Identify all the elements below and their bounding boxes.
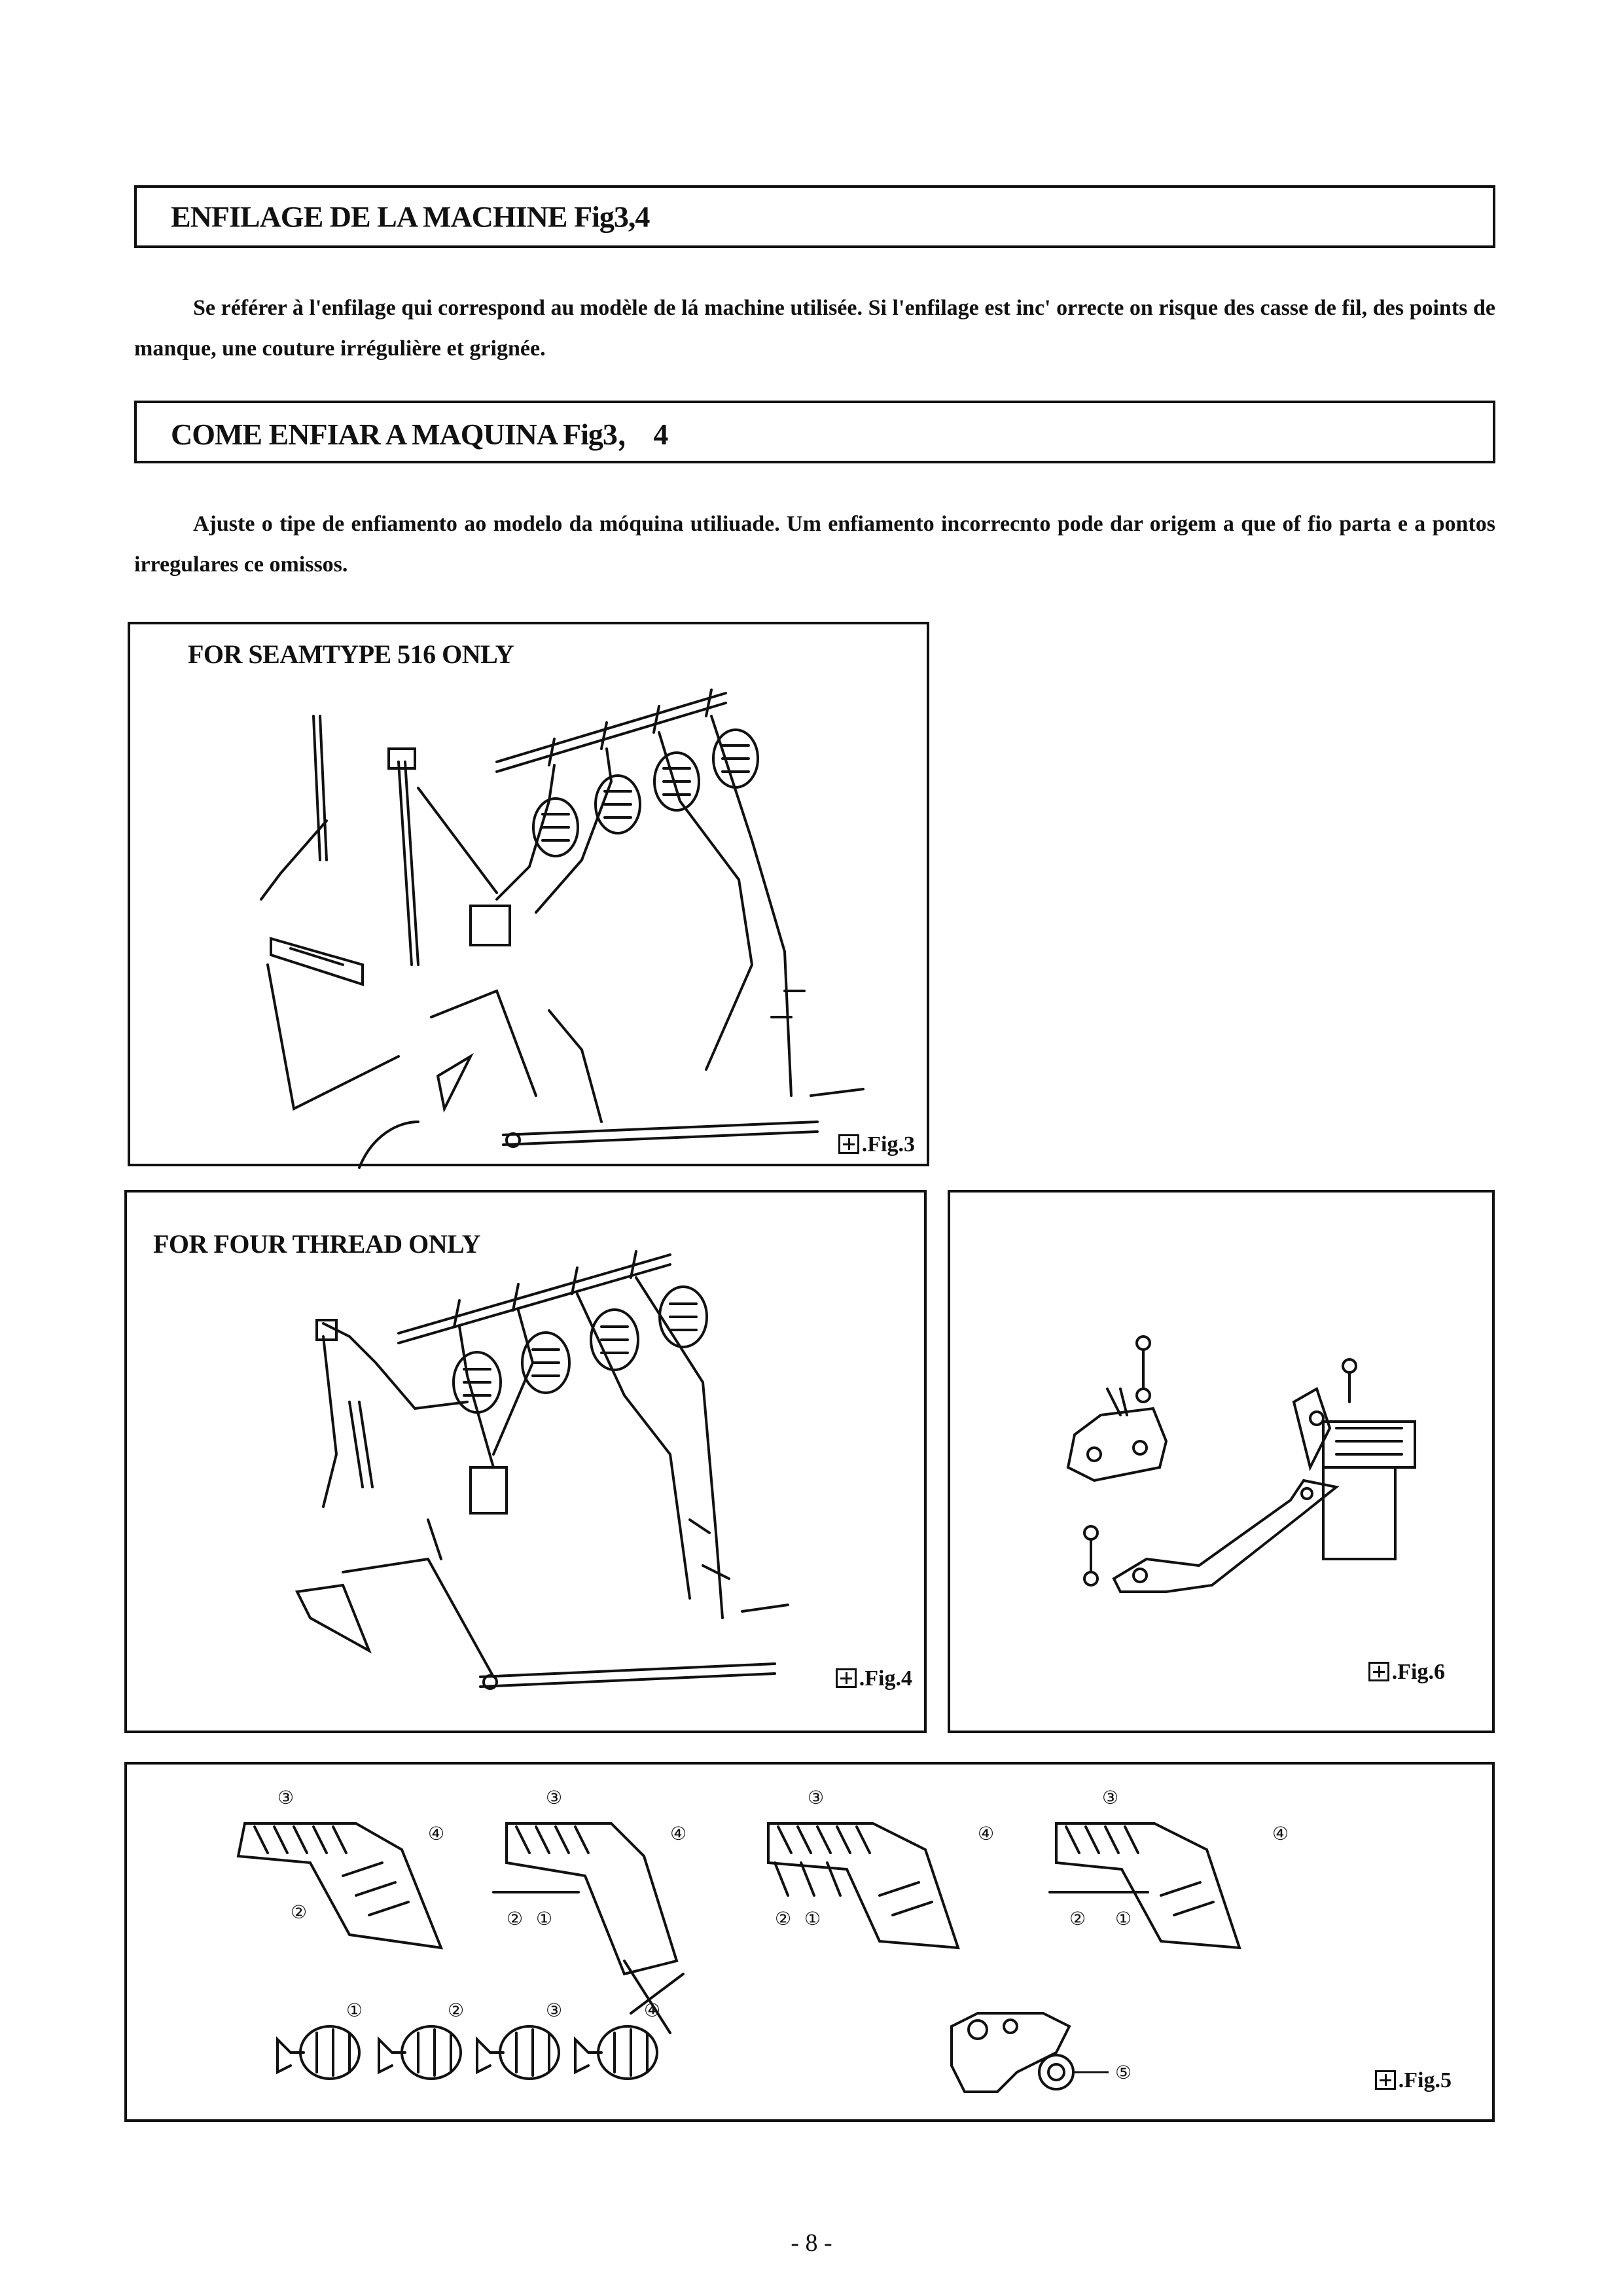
marker: ②: [775, 1908, 792, 1929]
marker: ②: [507, 1908, 524, 1929]
threading-diagram-fig3: [130, 624, 932, 1169]
section-heading-box: [134, 185, 1495, 248]
marker: ②: [448, 2000, 465, 2021]
figure-4-panel: [124, 1190, 927, 1733]
figure-label: [1368, 1660, 1445, 1685]
section-heading: ENFILAGE DE LA MACHINE Fig3,4: [171, 200, 650, 234]
marker: ③: [1102, 1787, 1119, 1808]
tension-unit-2: [379, 2026, 461, 2079]
tension-unit-1: [277, 2026, 359, 2079]
threading-diagram-fig4: [127, 1193, 929, 1736]
tension-unit-3: [477, 2026, 559, 2079]
marker: ③: [546, 2000, 563, 2021]
section-paragraph: Ajuste o tipe de enfiamento ao modelo da móquina utiliuade. Um enfiamento incorrecnto pode dar origem a que of fio parta e a pontos irregulares ce omissos.: [134, 512, 1495, 577]
figure-3-panel: [128, 622, 929, 1166]
marker: ①: [346, 2000, 363, 2021]
stitch-formation-diagram-fig5: [127, 1765, 1497, 2125]
marker: ④: [644, 2000, 661, 2021]
marker: ④: [978, 1823, 995, 1844]
figure-label: [838, 1132, 915, 1157]
chinese-figure-glyph-icon: [836, 1668, 857, 1688]
marker: ②: [291, 1901, 308, 1923]
marker: ④: [1272, 1823, 1289, 1844]
marker: ④: [428, 1823, 445, 1844]
marker: ③: [546, 1787, 563, 1808]
stitch-sample-1: [238, 1823, 441, 1948]
marker: ④: [670, 1823, 687, 1844]
chinese-figure-glyph-icon: [1375, 2070, 1396, 2090]
chinese-figure-glyph-icon: [1368, 1662, 1389, 1681]
chinese-figure-glyph-icon: [838, 1134, 859, 1154]
figure-label: [1375, 2068, 1452, 2093]
figure-title: FOR FOUR THREAD ONLY: [153, 1229, 481, 1259]
section-heading: COME ENFIAR A MAQUINA Fig3， 4: [171, 418, 668, 451]
marker: ①: [1115, 1908, 1132, 1929]
figure-title: FOR SEAMTYPE 516 ONLY: [188, 639, 514, 669]
marker: ①: [536, 1908, 553, 1929]
section-heading-box: [134, 401, 1495, 463]
marker: ③: [808, 1787, 825, 1808]
page-number: - 8 -: [791, 2229, 832, 2257]
figure-label: [836, 1666, 912, 1691]
stitch-sample-3: [768, 1823, 958, 1948]
figure-label-text: .Fig.5: [1398, 2068, 1452, 2092]
marker: ①: [804, 1908, 821, 1929]
figure-label-text: .Fig.4: [859, 1666, 912, 1691]
marker: ⑤: [1115, 2062, 1132, 2083]
parts-diagram-fig6: [950, 1193, 1497, 1736]
figure-6-panel: [948, 1190, 1495, 1733]
figure-5-panel: [124, 1762, 1495, 2122]
section-paragraph: Se référer à l'enfilage qui correspond au modèle de lá machine utilisée. Si l'enfilage est inc' orrecte on risque des casse de fil, des points de manque, une couture irrégulière et grignée.: [134, 296, 1495, 361]
figure-label-text: .Fig.3: [861, 1132, 915, 1157]
part-bracket: [952, 2013, 1073, 2092]
marker: ③: [277, 1787, 294, 1808]
tension-unit-4: [575, 2026, 657, 2079]
figure-label-text: .Fig.6: [1391, 1660, 1445, 1684]
marker: ②: [1069, 1908, 1086, 1929]
